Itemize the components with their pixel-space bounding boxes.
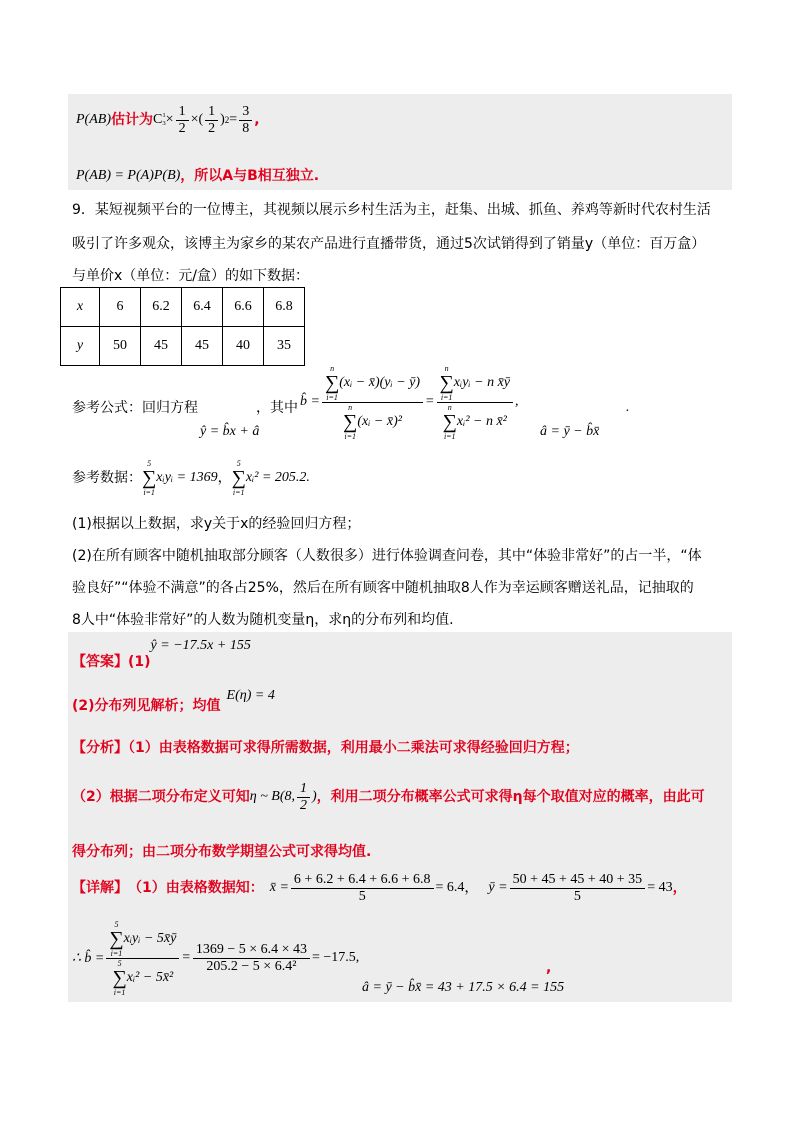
ref-formula-label: 参考公式：回归方程: [72, 400, 198, 416]
data-table: [60, 287, 305, 366]
ref-data-line: 参考数据： 5 ∑ i=1 xᵢyᵢ = 1369 ， 5 ∑ i=1 xᵢ² = 205.2 .: [72, 459, 310, 497]
problem-number: 9．: [72, 202, 95, 218]
detail-line-1: 【详解】 （1）由表格数据知： x̄ = $\frac{6 + 6.2 + 6.4 + 6.6 + 6.8}{5}$ = 6.4 ， ȳ = $\frac{50 + 45 + 45 + 40 + 35}{5}$ = 43 ，: [72, 871, 687, 904]
b-numerator: 1369 − 5 × 6.4 × 43: [193, 942, 310, 959]
answer-line-1: [72, 636, 251, 672]
table-cell: 45: [141, 327, 182, 366]
problem-line-3: 与单价x（单位：元/盒）的如下数据：: [72, 268, 310, 284]
analysis-line-2: （2）根据二项分布定义可知 η ~ B(8, $\frac{1}{2}$ ) ，利用二项分布概率公式可求得η每个取值对应的概率，由此可: [72, 780, 705, 813]
independence-text: ，所以A与B相互独立.: [180, 168, 320, 184]
b-value: = −17.5: [312, 950, 356, 965]
answer-equation-1: ŷ = −17.5x + 155: [150, 638, 251, 653]
a-hat-formula: â = ȳ − b̂x̄: [540, 424, 600, 439]
table-cell: 6: [100, 288, 141, 327]
detail-label: 【详解】: [72, 880, 128, 896]
pab-estimate-line: P(AB) 估计为 C 1 3 × $\frac{1}{2}$ ×( $\frac{1}{2}$ ) 2 = $\frac{3}{8}$ ,: [76, 103, 260, 136]
problem-line-1: 9．某短视频平台的一位博主，其视频以展示乡村生活为主，赶集、出城、抓鱼、养鸡等新时代农村生活: [72, 202, 711, 218]
problem-line-2: 吸引了许多观众，该博主为家乡的某农产品进行直播带货，通过5次试销得到了销量y（单位：百万盒）: [72, 236, 706, 252]
question-2-line-1: (2)在所有顾客中随机抽取部分顾客（人数很多）进行体验调查问卷，其中“体验非常好”的占一半，“体: [72, 548, 702, 564]
table-cell: 6.6: [223, 288, 264, 327]
ybar-numerator: 50 + 45 + 45 + 40 + 35: [510, 872, 646, 889]
detail-line-2: ∴ b̂ = 5 ∑ i=1 xᵢyᵢ − 5x̄ȳ 5 ∑ i=1 xᵢ² − 5x̄² = $\frac{1369 - 5 \times 6.4 \times 43}{\text{205.2 − 5 × 6.4²}}$ = −17.5 ,: [72, 919, 360, 997]
ref-data-sum-xy: xᵢyᵢ = 1369: [156, 470, 218, 485]
table-header-x: x: [61, 288, 100, 327]
analysis-label: 【分析】: [72, 740, 128, 756]
independence-expr: P(AB) = P(A)P(B): [76, 168, 181, 183]
table-header-y: y: [61, 327, 100, 366]
xbar-value: = 6.4: [435, 880, 465, 895]
answer-part-2: (2)分布列见解析；均值: [72, 698, 221, 714]
ref-data-label: 参考数据：: [72, 470, 142, 486]
b-hat-formula: b̂ = n ∑ i=1 (xᵢ − x̄)(yᵢ − ȳ) n ∑ i=1 (xᵢ − x̄)² = n ∑ i=1 xᵢyᵢ − n x̄ȳ n ∑ i=1 xᵢ² − n x̄² ,: [300, 363, 519, 441]
question-2-line-2: 验良好”“体验不满意”的各占25%，然后在所有顾客中随机抽取8人作为幸运顾客赠送礼品，记抽取的: [72, 580, 694, 596]
table-cell: 6.8: [264, 288, 305, 327]
table-cell: 50: [100, 327, 141, 366]
answer-line-2: [72, 676, 275, 716]
answer-equation-2: E(η) = 4: [226, 688, 275, 703]
question-1: (1)根据以上数据，求y关于x的经验回归方程；: [72, 516, 361, 532]
ref-formula-where: ，其中: [256, 400, 298, 416]
analysis-line-1: 【分析】（1）由表格数据可求得所需数据，利用最小二乘法可求得经验回归方程；: [72, 740, 579, 756]
analysis-line-3: 得分布列；由二项分布数学期望公式可求得均值.: [72, 844, 372, 860]
b-denominator: 205.2 − 5 × 6.4²: [206, 958, 297, 974]
table-cell: 40: [223, 327, 264, 366]
table-cell: 35: [264, 327, 305, 366]
answer-label: 【答案】(1): [72, 654, 151, 670]
table-cell: 45: [182, 327, 223, 366]
table-cell: 6.4: [182, 288, 223, 327]
ybar-value: = 43: [647, 880, 673, 895]
regression-equation: ŷ = b̂x + â: [200, 424, 260, 439]
binomial-distribution: η ~ B(8, $\frac{1}{2}$ ): [249, 780, 317, 813]
ref-data-sum-x2: xᵢ² = 205.2: [245, 470, 307, 485]
independence-line: [76, 166, 319, 186]
a-hat-calculation: â = ȳ − b̂x̄ = 43 + 17.5 × 6.4 = 155: [362, 980, 565, 995]
binomial-expr: C 1 3 × $\frac{1}{2}$ ×( $\frac{1}{2}$ ) 2 = $\frac{3}{8}$: [153, 104, 254, 137]
table-row-y: [61, 327, 305, 366]
pab-expr: P(AB): [76, 112, 111, 127]
xbar-numerator: 6 + 6.2 + 6.4 + 6.6 + 6.8: [291, 872, 434, 889]
table-row-x: [61, 288, 305, 327]
estimate-label: 估计为: [110, 112, 153, 128]
question-2-line-3: 8人中“体验非常好”的人数为随机变量η，求η的分布列和均值.: [72, 612, 454, 628]
table-cell: 6.2: [141, 288, 182, 327]
